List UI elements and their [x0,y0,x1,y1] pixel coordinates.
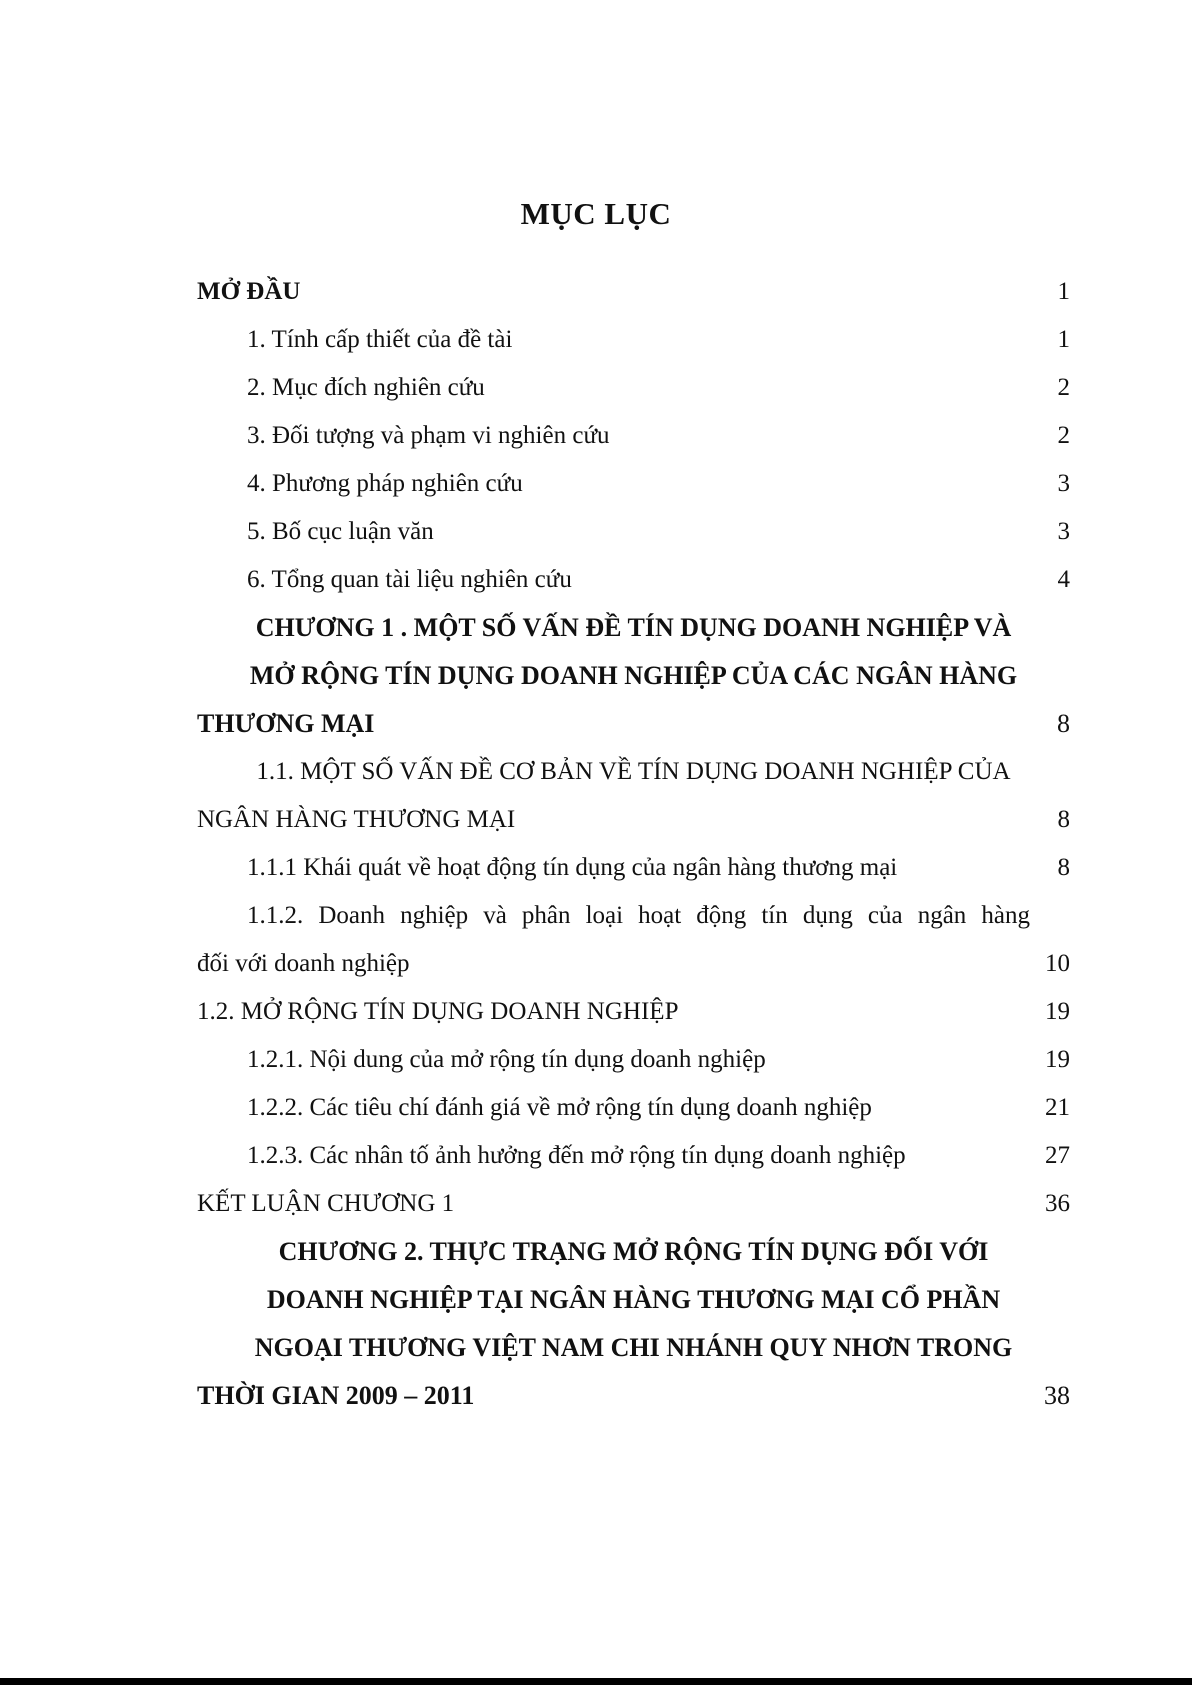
toc-entry-text: KẾT LUẬN CHƯƠNG 1 [197,1190,455,1217]
toc-page-number: 27 [1045,1142,1070,1169]
toc-entry-text: MỞ ĐẦU [197,278,301,305]
toc-entry [197,1084,1070,1132]
toc-chapter-heading-line [197,1324,1070,1372]
toc-entry-text: NGOẠI THƯƠNG VIỆT NAM CHI NHÁNH QUY NHƠN TRONG [254,1333,1013,1362]
toc-entry [197,1372,1070,1420]
toc-entry-text: 3. Đối tượng và phạm vi nghiên cứu [247,422,610,449]
toc-entry-text: CHƯƠNG 2. THỰC TRẠNG MỞ RỘNG TÍN DỤNG ĐỐI VỚI [278,1237,989,1266]
toc-entry [197,700,1070,748]
toc-entry [197,316,1070,364]
toc-entry-text: 1.2.1. Nội dung của mở rộng tín dụng doanh nghiệp [247,1046,766,1073]
toc-entry [197,364,1070,412]
toc-entry-text: 1.2.2. Các tiêu chí đánh giá về mở rộng tín dụng doanh nghiệp [247,1094,872,1121]
toc-page-number: 3 [1057,470,1070,497]
toc-entry-text: CHƯƠNG 1 . MỘT SỐ VẤN ĐỀ TÍN DỤNG DOANH NGHIỆP VÀ [255,613,1012,642]
table-of-contents [197,268,1070,1420]
toc-entry [197,412,1070,460]
toc-entry [197,844,1070,892]
toc-page-number: 19 [1045,998,1070,1025]
toc-entry-text: DOANH NGHIỆP TẠI NGÂN HÀNG THƯƠNG MẠI CỔ PHẦN [266,1285,1001,1314]
toc-page-number: 3 [1057,518,1070,545]
toc-entry [197,1180,1070,1228]
toc-page-number: 1 [1057,278,1070,305]
toc-entry [197,1036,1070,1084]
toc-entry-text: đối với doanh nghiệp [197,950,410,977]
toc-page-number: 10 [1045,950,1070,977]
toc-page-number: 19 [1045,1046,1070,1073]
toc-page-number: 8 [1057,854,1070,881]
toc-entry [197,508,1070,556]
toc-entry-wrapped-line [197,892,1070,940]
toc-entry-text: THƯƠNG MẠI [197,709,375,738]
toc-chapter-heading-line [197,1276,1070,1324]
toc-entry-text: 4. Phương pháp nghiên cứu [247,470,523,497]
toc-chapter-heading-line [197,604,1070,652]
toc-entry [197,940,1070,988]
toc-page-number: 2 [1057,422,1070,449]
toc-entry-text: 2. Mục đích nghiên cứu [247,374,485,401]
toc-entry-text: 1.1.2. Doanh nghiệp và phân loại hoạt động tín dụng của ngân hàng [247,902,1030,929]
toc-entry-text: 5. Bố cục luận văn [247,518,434,545]
toc-entry [197,988,1070,1036]
toc-entry-text: 1. Tính cấp thiết của đề tài [247,326,513,353]
toc-page-number: 21 [1045,1094,1070,1121]
toc-entry [197,556,1070,604]
toc-page-number: 36 [1045,1190,1070,1217]
page-bottom-edge [0,1678,1192,1685]
toc-entry [197,460,1070,508]
toc-entry-text: 1.2.3. Các nhân tố ảnh hưởng đến mở rộng tín dụng doanh nghiệp [247,1142,906,1169]
toc-entry-text: 1.1.1 Khái quát về hoạt động tín dụng của ngân hàng thương mại [247,854,898,881]
toc-entry-text: MỞ RỘNG TÍN DỤNG DOANH NGHIỆP CỦA CÁC NGÂN HÀNG [249,661,1018,690]
toc-chapter-heading-line [197,1228,1070,1276]
toc-page-number: 8 [1057,806,1070,833]
toc-page-number: 4 [1057,566,1070,593]
toc-chapter-heading-line [197,652,1070,700]
toc-page-number: 38 [1044,1381,1070,1410]
toc-entry [197,1132,1070,1180]
toc-entry [197,796,1070,844]
toc-entry-text: 1.2. MỞ RỘNG TÍN DỤNG DOANH NGHIỆP [197,998,679,1025]
toc-section-heading-line [197,748,1070,796]
toc-page-number: 2 [1057,374,1070,401]
toc-entry-text: 1.1. MỘT SỐ VẤN ĐỀ CƠ BẢN VỀ TÍN DỤNG DOANH NGHIỆP CỦA [256,758,1011,785]
toc-entry-text: NGÂN HÀNG THƯƠNG MẠI [197,806,516,833]
toc-entry-text: 6. Tổng quan tài liệu nghiên cứu [247,566,572,593]
toc-title: MỤC LỤC [520,196,672,231]
toc-entry [197,268,1070,316]
toc-page-number: 1 [1057,326,1070,353]
toc-entry-text: THỜI GIAN 2009 – 2011 [197,1381,475,1410]
toc-page-number: 8 [1057,709,1070,738]
